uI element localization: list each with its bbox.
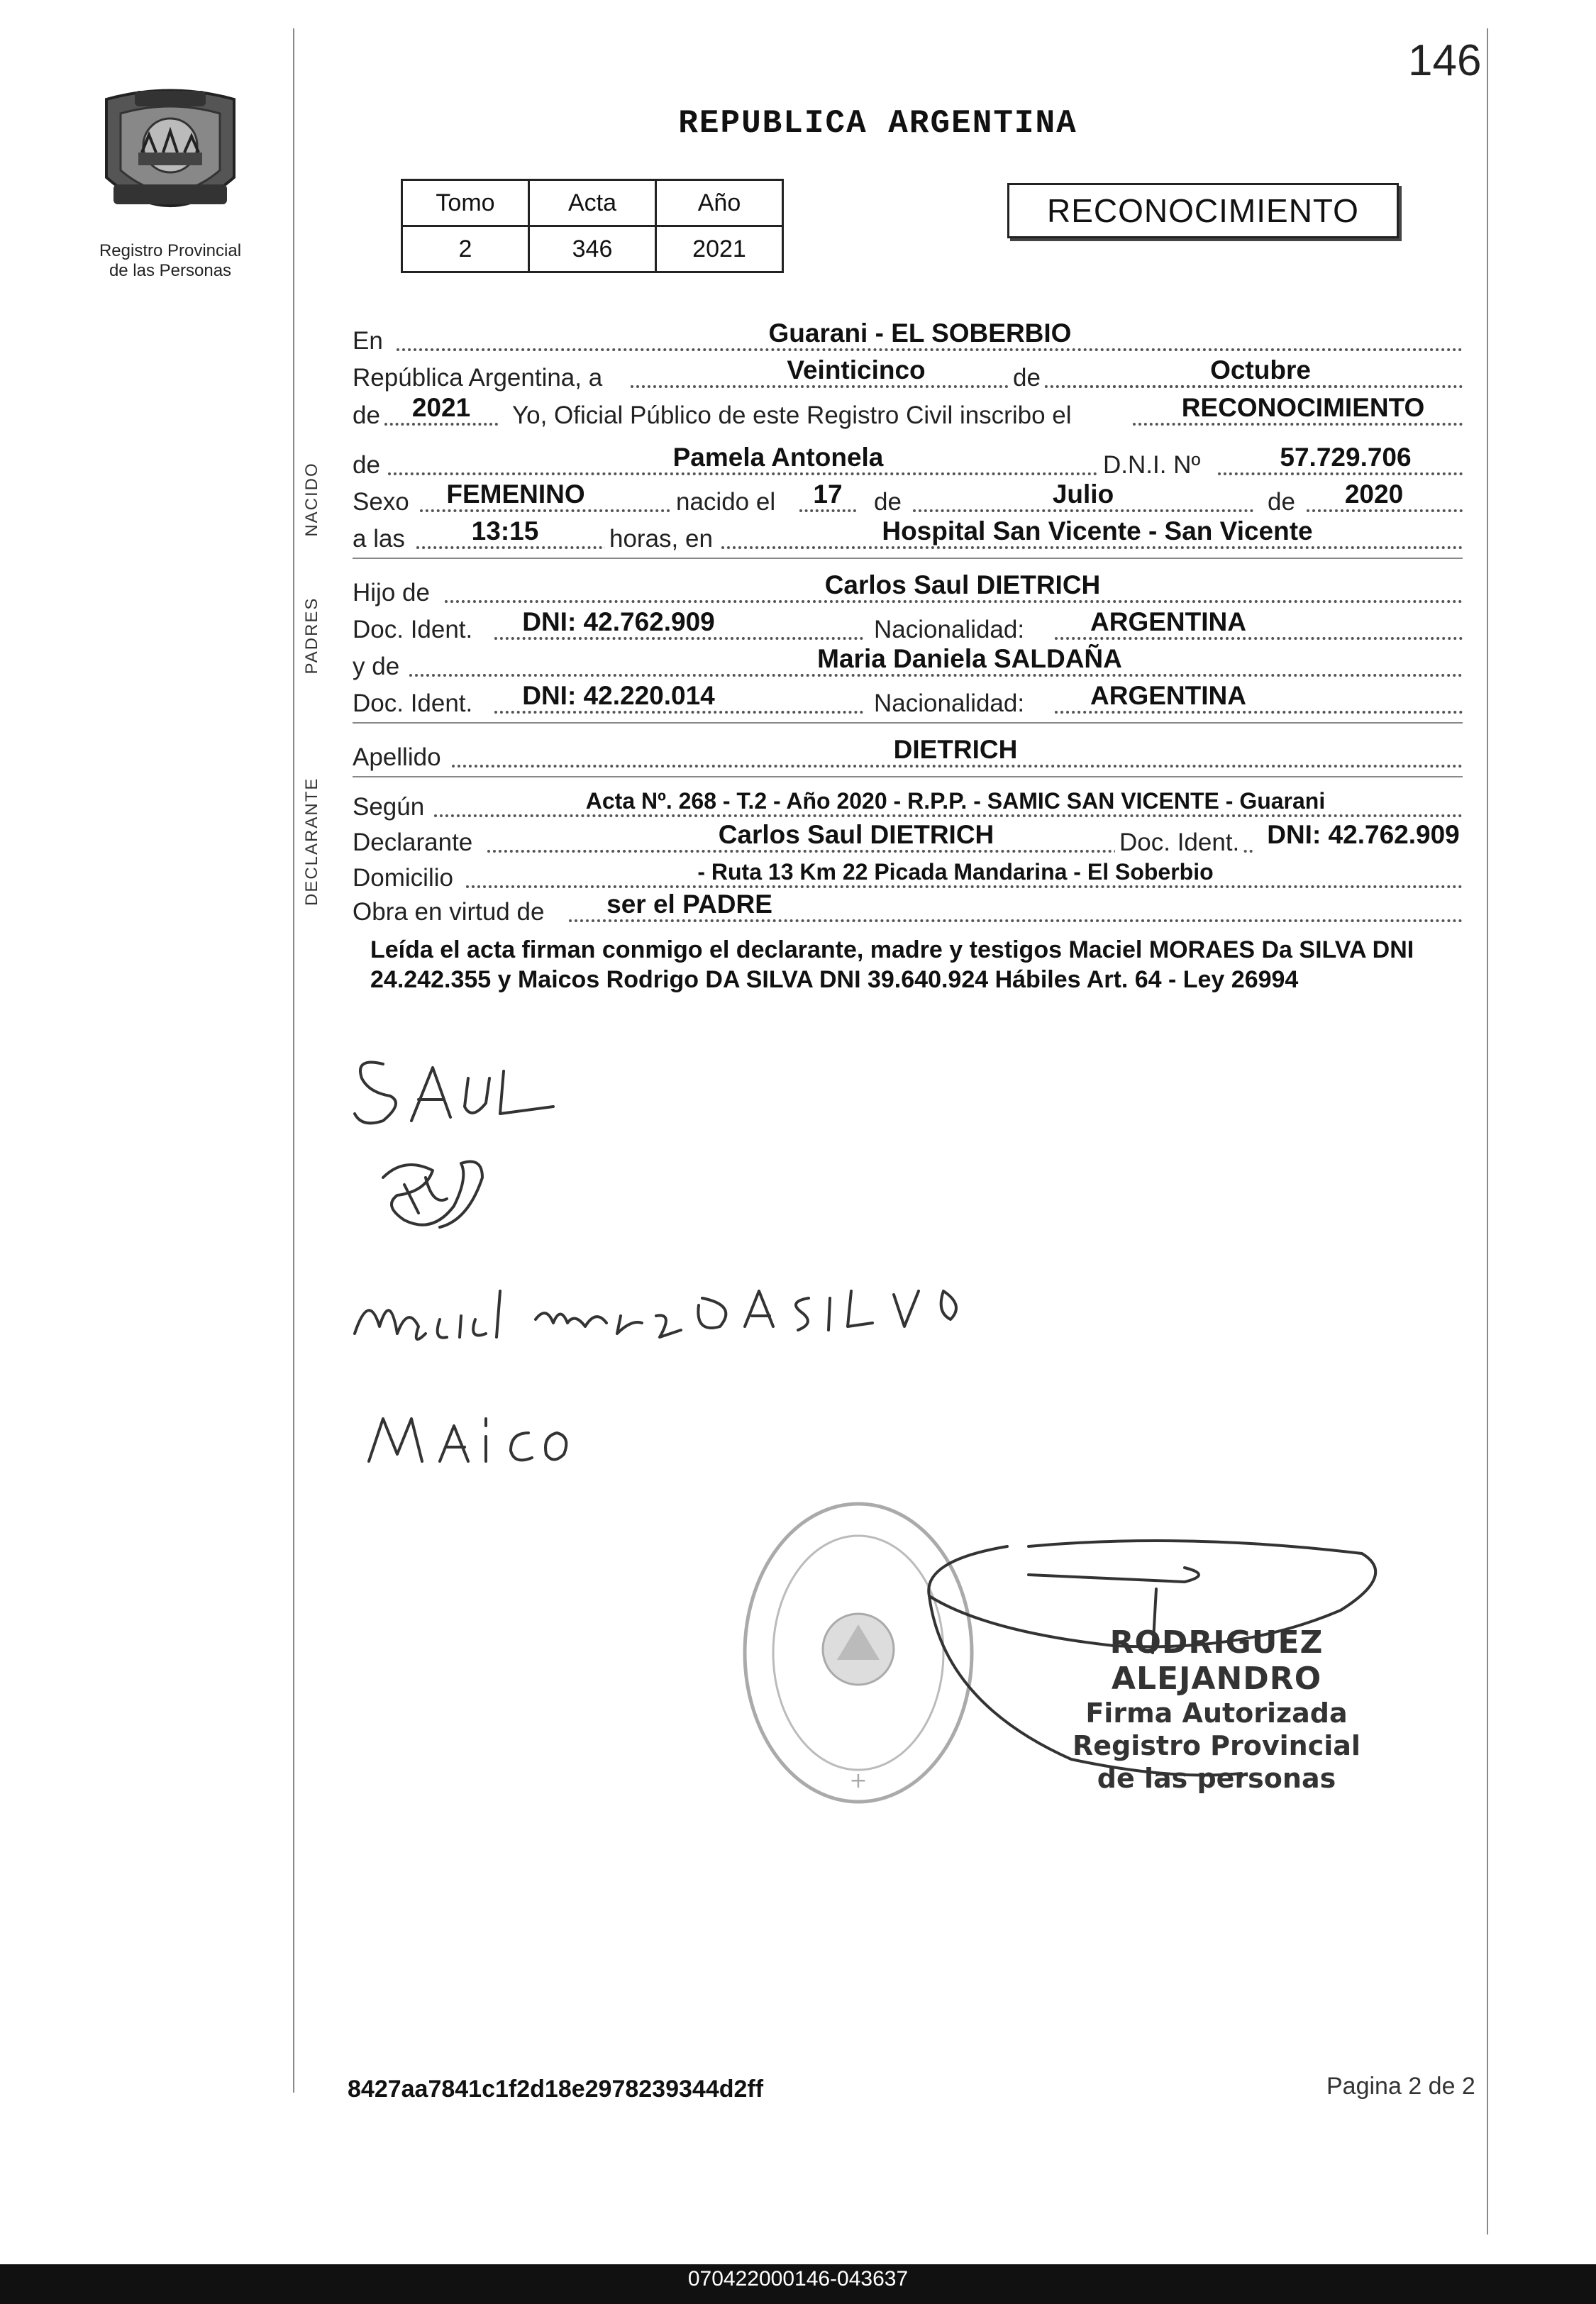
value-padre-nac: ARGENTINA (1090, 607, 1246, 636)
signature-scribble (383, 1162, 482, 1228)
value-segun: Acta Nº. 268 - T.2 - Año 2020 - R.P.P. - SAMIC SAN VICENTE - Guarani (585, 788, 1326, 814)
signature-maico (369, 1419, 566, 1461)
registry-tomo: 2 (402, 226, 529, 272)
logo-caption (71, 241, 270, 281)
svg-text:+: + (849, 1768, 868, 1793)
row-apellido (353, 733, 1463, 775)
handwritten-signatures (340, 1036, 1121, 1490)
value-declarante: Carlos Saul DIETRICH (718, 820, 994, 849)
label-nacido-el: nacido el (672, 488, 780, 516)
label-doc-ident-declarante: Doc. Ident. (1115, 829, 1243, 857)
label-hijo-de: Hijo de (353, 579, 430, 607)
logo-caption-line1: Registro Provincial (99, 241, 242, 260)
label-horas-en: horas, en (605, 525, 717, 553)
row-obra (353, 888, 1463, 929)
label-declarante: Declarante (353, 829, 473, 856)
label-de-year: de (1268, 488, 1295, 516)
act-type-box: RECONOCIMIENTO (1007, 183, 1399, 238)
row-republica (353, 354, 1463, 395)
right-margin-line (1487, 28, 1488, 2234)
value-madre: Maria Daniela SALDAÑA (817, 644, 1122, 673)
official-block (1011, 1624, 1422, 1795)
side-label-declarante: DECLARANTE (302, 777, 321, 906)
row-en (353, 317, 1463, 358)
registry-acta: 346 (529, 226, 656, 272)
registry-header-tomo: Tomo (402, 180, 529, 226)
row-nombre (353, 441, 1463, 482)
label-de: de (1009, 364, 1045, 392)
label-a-las: a las (353, 525, 405, 553)
row-padre-doc (353, 606, 1463, 647)
label-en: En (353, 327, 383, 355)
value-madre-doc: DNI: 42.220.014 (522, 681, 715, 710)
value-madre-nac: ARGENTINA (1090, 681, 1246, 710)
signature-saul (355, 1063, 553, 1124)
pagination: Pagina 2 de 2 (1326, 2073, 1475, 2100)
value-lugar: Guarani - EL SOBERBIO (768, 319, 1072, 348)
label-de-person: de (353, 451, 380, 479)
label-de-month: de (874, 488, 902, 516)
label-domicilio: Domicilio (353, 864, 453, 892)
value-nac-mes: Julio (1052, 480, 1114, 509)
label-obra: Obra en virtud de (353, 898, 545, 926)
side-label-padres: PADRES (302, 597, 321, 675)
logo-caption-line2: de las Personas (109, 261, 232, 280)
row-madre-doc (353, 680, 1463, 721)
label-yo-oficial: Yo, Oficial Público de este Registro Civil inscribo el (512, 401, 1072, 429)
registry-value-row (402, 226, 783, 272)
label-dni: D.N.I. Nº (1103, 451, 1201, 479)
registry-table (401, 179, 784, 273)
row-madre (353, 643, 1463, 684)
value-obra: ser el PADRE (606, 890, 772, 919)
label-nacionalidad-madre: Nacionalidad: (874, 689, 1025, 717)
value-nac-dia: 17 (813, 480, 843, 509)
value-domicilio: - Ruta 13 Km 22 Picada Mandarina - El Soberbio (697, 859, 1214, 885)
label-de-year-prefix: de (353, 401, 380, 429)
official-line3: de las personas (1097, 1763, 1336, 1794)
value-nac-anio: 2020 (1344, 480, 1404, 509)
official-name: RODRIGUEZ ALEJANDRO (1109, 1624, 1324, 1697)
closing-notes: Leída el acta firman conmigo el declarante, madre y testigos Maciel MORAES Da SILVA DNI 24.242.355 y Maicos Rodrigo DA SILVA DNI 39.640.924 Hábiles Art. 64 - Ley 26994 (370, 936, 1414, 993)
label-nacionalidad-padre: Nacionalidad: (874, 616, 1025, 643)
value-anio: 2021 (411, 393, 471, 422)
value-dia: Veinticinco (787, 355, 926, 384)
registry-anio: 2021 (656, 226, 783, 272)
label-doc-ident-padre: Doc. Ident. (353, 616, 473, 643)
page-number: 146 (1408, 36, 1482, 85)
label-apellido: Apellido (353, 743, 441, 771)
value-lugar-nac: Hospital San Vicente - San Vicente (882, 516, 1313, 545)
label-republica: República Argentina, a (353, 364, 603, 392)
value-nombre: Pamela Antonela (672, 443, 884, 472)
official-line2: Registro Provincial (1073, 1730, 1361, 1761)
row-padre (353, 569, 1463, 610)
registry-header-anio: Año (656, 180, 783, 226)
document-hash: 8427aa7841c1f2d18e2978239344d2ff (348, 2076, 764, 2103)
rule-padres (353, 722, 1463, 724)
label-y-de: y de (353, 653, 400, 680)
value-hora: 13:15 (471, 516, 539, 545)
rule-apellido (353, 776, 1463, 777)
value-acto: RECONOCIMIENTO (1181, 393, 1425, 422)
value-mes: Octubre (1210, 355, 1311, 384)
value-padre-doc: DNI: 42.762.909 (522, 607, 715, 636)
official-line1: Firma Autorizada (1085, 1697, 1348, 1729)
value-dni: 57.729.706 (1280, 443, 1412, 472)
value-declarante-doc: DNI: 42.762.909 (1267, 820, 1460, 849)
row-hora (353, 515, 1463, 556)
left-margin-line (293, 28, 294, 2093)
value-apellido: DIETRICH (893, 735, 1018, 764)
row-sexo (353, 478, 1463, 519)
side-label-nacido: NACIDO (302, 462, 321, 537)
registry-header-acta: Acta (529, 180, 656, 226)
document-title: REPUBLICA ARGENTINA (678, 105, 1077, 142)
row-anio (353, 392, 1463, 433)
barcode-text: 070422000146-043637 (687, 2267, 909, 2291)
rule-nacido (353, 558, 1463, 559)
label-doc-ident-madre: Doc. Ident. (353, 689, 473, 717)
label-segun: Según (353, 793, 425, 821)
registry-header-row (402, 180, 783, 226)
value-sexo: FEMENINO (446, 480, 585, 509)
signature-maciel (355, 1291, 956, 1339)
value-padre: Carlos Saul DIETRICH (824, 570, 1101, 599)
label-sexo: Sexo (353, 488, 409, 516)
